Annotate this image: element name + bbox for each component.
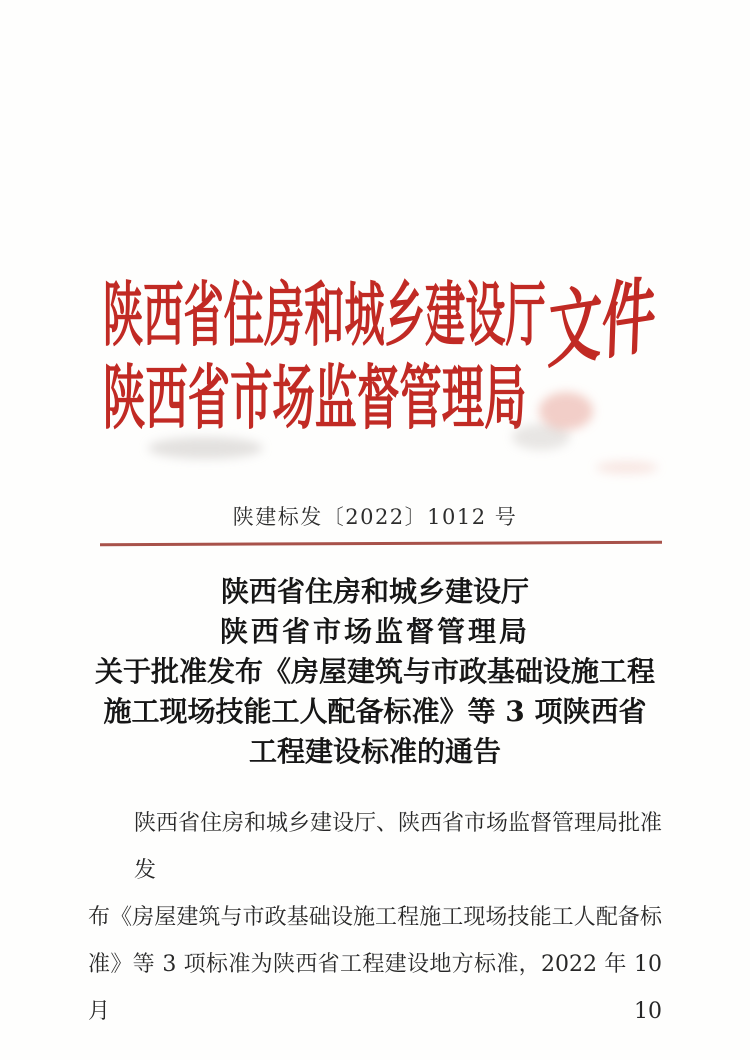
title-line-1: 陕西省住房和城乡建设厅 <box>220 575 529 608</box>
body-paragraph <box>88 800 662 1035</box>
body-line-1: 陕西省住房和城乡建设厅、陕西省市场监督管理局批准发 <box>134 811 663 883</box>
red-divider-line <box>100 541 662 546</box>
reference-number: 陕建标发〔2022〕1012 号 <box>232 505 518 529</box>
letterhead-org-line-1: 陕西省住房和城乡建设厅 <box>103 273 546 356</box>
body-line-3: 准》等 3 项标准为陕西省工程建设地方标准，2022 年 10 月 10 <box>88 952 662 1024</box>
title-line-4: 施工现场技能工人配备标准》等 3 项陕西省 <box>103 695 647 728</box>
scan-smudge <box>539 392 593 430</box>
title-line-3: 关于批准发布《房屋建筑与市政基础设施工程 <box>94 655 655 688</box>
letterhead-doc-type-label: 文件 <box>546 266 658 381</box>
body-line-2: 布《房屋建筑与市政基础设施工程施工现场技能工人配备标 <box>88 905 662 930</box>
scan-smudge <box>148 437 263 459</box>
title-line-2: 陕西省市场监督管理局 <box>219 615 530 648</box>
scan-smudge <box>596 461 658 474</box>
letterhead-org-line-2: 陕西省市场监督管理局 <box>103 356 527 439</box>
document-title <box>0 572 750 772</box>
title-line-5: 工程建设标准的通告 <box>248 735 501 768</box>
